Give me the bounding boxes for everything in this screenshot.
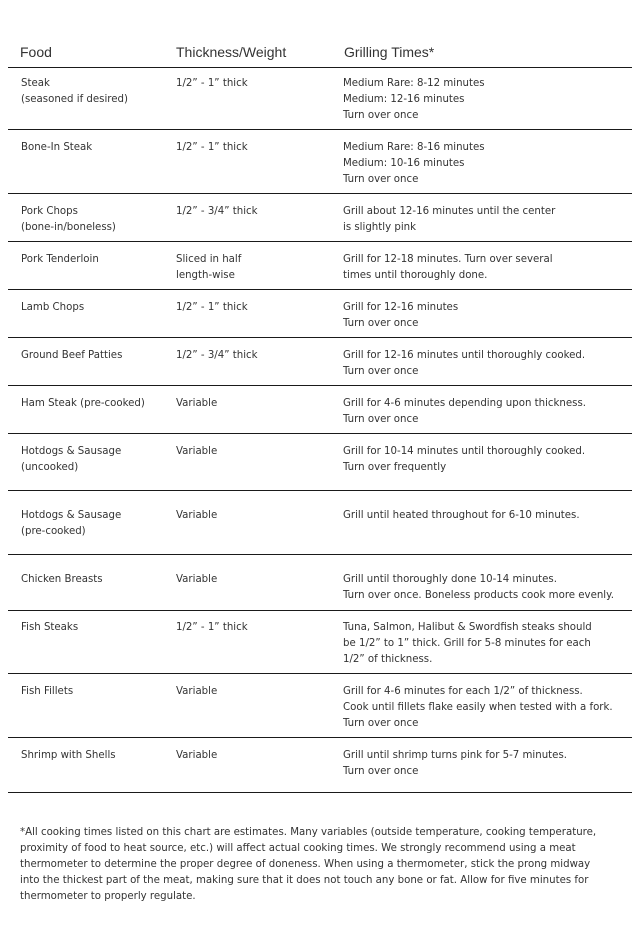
row-divider bbox=[8, 737, 632, 738]
grilling-time-cell-line: times until thoroughly done. bbox=[343, 270, 488, 281]
grilling-time-cell bbox=[343, 396, 586, 428]
thickness-cell bbox=[176, 76, 248, 92]
grilling-time-cell-line: is slightly pink bbox=[343, 222, 417, 233]
grilling-time-cell-line: Turn over frequently bbox=[343, 462, 447, 473]
grilling-time-cell-line: Medium Rare: 8-12 minutes bbox=[343, 78, 485, 89]
food-cell bbox=[21, 620, 78, 636]
food-cell-line: (uncooked) bbox=[21, 462, 79, 473]
row-divider bbox=[8, 193, 632, 194]
grilling-time-cell bbox=[343, 684, 613, 732]
grilling-time-cell-line: Turn over once bbox=[343, 414, 419, 425]
grilling-time-cell-line: Medium: 10-16 minutes bbox=[343, 158, 465, 169]
footnote bbox=[20, 825, 625, 905]
food-cell bbox=[21, 684, 73, 700]
grilling-time-cell-line: Grill for 10-14 minutes until thoroughly cooked. bbox=[343, 446, 586, 457]
footnote-line: proximity of food to heat source, etc.) will affect actual cooking times. We strongly recommend using a meat bbox=[20, 843, 576, 854]
food-cell-line: (pre-cooked) bbox=[21, 526, 86, 537]
food-cell bbox=[21, 140, 92, 156]
thickness-cell-line: Variable bbox=[176, 686, 218, 697]
food-cell-line: Fish Fillets bbox=[21, 686, 74, 697]
thickness-cell bbox=[176, 684, 217, 700]
grilling-time-cell-line: Tuna, Salmon, Halibut & Swordfish steaks should bbox=[343, 622, 592, 633]
grilling-time-cell-line: Turn over once bbox=[343, 174, 419, 185]
thickness-cell-line: 1/2” - 3/4” thick bbox=[176, 350, 258, 361]
grilling-time-cell-line: Turn over once bbox=[343, 366, 419, 377]
grilling-time-cell bbox=[343, 300, 458, 332]
food-cell bbox=[21, 396, 145, 412]
food-cell bbox=[21, 508, 121, 540]
grilling-time-cell bbox=[343, 572, 614, 604]
grilling-time-cell bbox=[343, 140, 485, 188]
grilling-time-cell-line: Cook until fillets flake easily when tested with a fork. bbox=[343, 702, 613, 713]
grilling-time-cell-line: Turn over once bbox=[343, 718, 419, 729]
grilling-time-cell-line: Grill for 12-16 minutes until thoroughly cooked. bbox=[343, 350, 586, 361]
food-cell-line: Hotdogs & Sausage bbox=[21, 510, 122, 521]
grilling-time-cell-line: 1/2” of thickness. bbox=[343, 654, 433, 665]
footnote-line: thermometer to determine the proper degree of doneness. When using a thermometer, stick the prong midway bbox=[20, 859, 591, 870]
row-divider bbox=[8, 129, 632, 130]
grilling-time-cell-line: Grill until heated throughout for 6-10 minutes. bbox=[343, 510, 580, 521]
grilling-time-cell-line: Grill about 12-16 minutes until the center bbox=[343, 206, 556, 217]
footnote-line: thermometer to properly regulate. bbox=[20, 891, 196, 902]
row-divider bbox=[8, 554, 632, 555]
food-cell-line: Bone-In Steak bbox=[21, 142, 93, 153]
food-cell-line: Shrimp with Shells bbox=[21, 750, 116, 761]
grilling-time-cell-line: Medium: 12-16 minutes bbox=[343, 94, 465, 105]
thickness-cell bbox=[176, 300, 248, 316]
thickness-cell-line: 1/2” - 3/4” thick bbox=[176, 206, 258, 217]
thickness-cell-line: Sliced in half bbox=[176, 254, 242, 265]
food-cell-line: (seasoned if desired) bbox=[21, 94, 128, 105]
food-cell bbox=[21, 748, 116, 764]
grilling-time-cell bbox=[343, 508, 580, 524]
food-cell-line: Fish Steaks bbox=[21, 622, 79, 633]
food-cell-line: Chicken Breasts bbox=[21, 574, 103, 585]
thickness-cell-line: Variable bbox=[176, 750, 218, 761]
row-divider bbox=[8, 673, 632, 674]
grilling-time-cell-line: Grill for 12-18 minutes. Turn over several bbox=[343, 254, 553, 265]
thickness-cell bbox=[176, 748, 217, 764]
row-divider bbox=[8, 433, 632, 434]
thickness-cell bbox=[176, 396, 217, 412]
thickness-cell bbox=[176, 140, 248, 156]
header-divider bbox=[8, 67, 632, 68]
food-cell-line: Ground Beef Patties bbox=[21, 350, 123, 361]
grilling-time-cell-line: Turn over once bbox=[343, 110, 419, 121]
grilling-time-cell-line: Grill for 4-6 minutes for each 1/2” of thickness. bbox=[343, 686, 583, 697]
grilling-time-cell bbox=[343, 252, 553, 284]
grilling-time-cell bbox=[343, 348, 585, 380]
thickness-cell bbox=[176, 252, 241, 284]
food-cell-line: Pork Tenderloin bbox=[21, 254, 99, 265]
row-divider bbox=[8, 241, 632, 242]
grilling-time-cell-line: Medium Rare: 8-16 minutes bbox=[343, 142, 485, 153]
thickness-cell bbox=[176, 620, 248, 636]
thickness-cell-line: Variable bbox=[176, 398, 218, 409]
thickness-cell bbox=[176, 204, 258, 220]
header-grilling-times: Grilling Times* bbox=[344, 44, 435, 60]
food-cell bbox=[21, 348, 122, 364]
thickness-cell-line: 1/2” - 1” thick bbox=[176, 78, 248, 89]
grilling-time-cell bbox=[343, 620, 592, 668]
table-header bbox=[0, 44, 640, 64]
thickness-cell-line: Variable bbox=[176, 510, 218, 521]
grilling-time-cell-line: Grill for 12-16 minutes bbox=[343, 302, 459, 313]
header-thickness: Thickness/Weight bbox=[176, 44, 287, 60]
row-divider bbox=[8, 792, 632, 793]
row-divider bbox=[8, 385, 632, 386]
food-cell bbox=[21, 444, 121, 476]
grilling-time-cell-line: Turn over once bbox=[343, 766, 419, 777]
row-divider bbox=[8, 610, 632, 611]
food-cell-line: (bone-in/boneless) bbox=[21, 222, 116, 233]
grilling-time-cell-line: be 1/2” to 1” thick. Grill for 5-8 minutes for each bbox=[343, 638, 591, 649]
thickness-cell-line: length-wise bbox=[176, 270, 235, 281]
food-cell-line: Steak bbox=[21, 78, 50, 89]
thickness-cell bbox=[176, 444, 217, 460]
grilling-time-cell-line: Grill until thoroughly done 10-14 minutes. bbox=[343, 574, 557, 585]
header-food: Food bbox=[20, 44, 52, 60]
grilling-time-cell-line: Turn over once bbox=[343, 318, 419, 329]
grilling-time-cell bbox=[343, 444, 585, 476]
row-divider bbox=[8, 289, 632, 290]
thickness-cell-line: Variable bbox=[176, 574, 218, 585]
footnote-line: *All cooking times listed on this chart are estimates. Many variables (outside temperature, cooking temperature, bbox=[20, 827, 597, 838]
thickness-cell-line: Variable bbox=[176, 446, 218, 457]
thickness-cell bbox=[176, 572, 217, 588]
food-cell-line: Pork Chops bbox=[21, 206, 78, 217]
grilling-time-cell bbox=[343, 204, 555, 236]
food-cell bbox=[21, 204, 116, 236]
food-cell bbox=[21, 300, 84, 316]
thickness-cell bbox=[176, 348, 258, 364]
row-divider bbox=[8, 490, 632, 491]
food-cell-line: Hotdogs & Sausage bbox=[21, 446, 122, 457]
thickness-cell-line: 1/2” - 1” thick bbox=[176, 302, 248, 313]
food-cell bbox=[21, 572, 103, 588]
grilling-time-cell-line: Turn over once. Boneless products cook more evenly. bbox=[343, 590, 614, 601]
grilling-time-cell bbox=[343, 748, 567, 780]
thickness-cell-line: 1/2” - 1” thick bbox=[176, 142, 248, 153]
food-cell-line: Ham Steak (pre-cooked) bbox=[21, 398, 145, 409]
food-cell bbox=[21, 252, 99, 268]
grilling-time-cell bbox=[343, 76, 485, 124]
row-divider bbox=[8, 337, 632, 338]
grilling-time-cell-line: Grill for 4-6 minutes depending upon thickness. bbox=[343, 398, 587, 409]
food-cell bbox=[21, 76, 128, 108]
thickness-cell-line: 1/2” - 1” thick bbox=[176, 622, 248, 633]
footnote-line: into the thickest part of the meat, making sure that it does not touch any bone or fat. Allow for five minutes for bbox=[20, 875, 589, 886]
grilling-time-cell-line: Grill until shrimp turns pink for 5-7 minutes. bbox=[343, 750, 567, 761]
thickness-cell bbox=[176, 508, 217, 524]
food-cell-line: Lamb Chops bbox=[21, 302, 85, 313]
